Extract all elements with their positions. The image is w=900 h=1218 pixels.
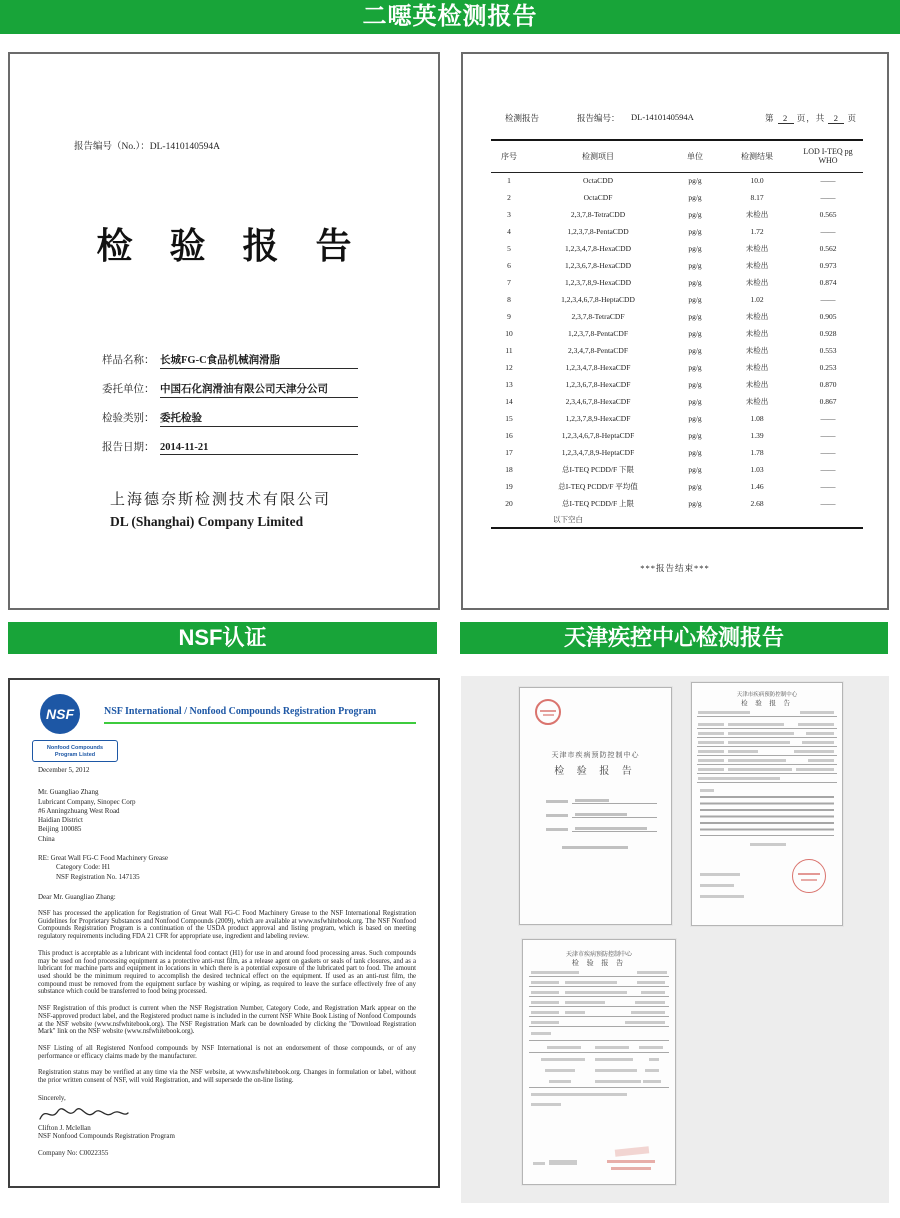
scan-line bbox=[546, 800, 568, 803]
scan-line bbox=[575, 799, 609, 802]
result-cell: —— bbox=[820, 227, 836, 236]
result-cell: 1,2,3,7,8,9-HexaCDF bbox=[565, 414, 631, 423]
scan-line bbox=[575, 813, 627, 816]
result-cell: pg/g bbox=[688, 210, 702, 219]
page-prefix: 第 bbox=[764, 113, 775, 123]
report-number-line: 报告编号（No.）：DL-1410140594A bbox=[74, 142, 220, 152]
field-label: 委托单位： bbox=[102, 384, 155, 395]
result-cell: 4 bbox=[507, 227, 511, 236]
result-cell: 未检出 bbox=[745, 278, 769, 287]
blank-row bbox=[491, 512, 863, 528]
result-cell: pg/g bbox=[688, 261, 702, 270]
result-cell: pg/g bbox=[688, 397, 702, 406]
result-row bbox=[491, 189, 863, 206]
result-cell: pg/g bbox=[688, 244, 702, 253]
result-cell: 2.68 bbox=[750, 499, 764, 508]
scan-line bbox=[546, 814, 568, 817]
report-field bbox=[102, 352, 358, 369]
result-cell: 0.870 bbox=[819, 380, 837, 389]
column-header: 检测项目 bbox=[527, 140, 669, 172]
result-cell: pg/g bbox=[688, 346, 702, 355]
address-line: China bbox=[38, 834, 55, 843]
re-block bbox=[38, 854, 416, 882]
result-cell: 15 bbox=[505, 414, 513, 423]
result-cell: 未检出 bbox=[745, 380, 769, 389]
column-header: 检测结果 bbox=[721, 140, 793, 172]
page-suffix: 页 bbox=[847, 113, 857, 123]
page-number: 2 bbox=[778, 113, 794, 124]
tianjin-cdc-panel bbox=[461, 676, 889, 1203]
handwriting-mark bbox=[549, 1160, 577, 1165]
result-cell: 0.867 bbox=[819, 397, 837, 406]
result-cell: 1.08 bbox=[750, 414, 764, 423]
scan-underline bbox=[697, 716, 837, 717]
result-cell: 11 bbox=[505, 346, 513, 355]
result-row bbox=[491, 240, 863, 257]
cdc-report-cover-thumbnail bbox=[519, 687, 672, 925]
result-cell: 未检出 bbox=[745, 244, 769, 253]
result-cell: 14 bbox=[505, 397, 513, 406]
field-value: 2014-11-21 bbox=[160, 442, 358, 455]
result-cell: —— bbox=[820, 482, 836, 491]
scan-line bbox=[800, 711, 834, 714]
result-row bbox=[491, 342, 863, 359]
column-header: 单位 bbox=[669, 140, 721, 172]
result-cell: 9 bbox=[507, 312, 511, 321]
result-cell: 13 bbox=[505, 380, 513, 389]
result-cell: 0.562 bbox=[819, 244, 837, 253]
result-cell: 未检出 bbox=[745, 397, 769, 406]
result-cell: pg/g bbox=[688, 431, 702, 440]
result-cell: 6 bbox=[507, 261, 511, 270]
result-cell: 0.928 bbox=[819, 329, 837, 338]
cdc-report-page3-thumbnail bbox=[522, 939, 676, 1185]
result-cell: 1,2,3,4,6,7,8-HeptaCDD bbox=[561, 295, 635, 304]
result-cell: —— bbox=[820, 176, 836, 186]
result-row bbox=[491, 257, 863, 274]
result-row bbox=[491, 325, 863, 342]
result-row bbox=[491, 172, 863, 189]
result-cell: 2,3,7,8-TetraCDD bbox=[570, 210, 626, 219]
result-row bbox=[491, 444, 863, 461]
result-cell: 0.553 bbox=[819, 346, 837, 355]
re-line: RE: Great Wall FG-C Food Machinery Grease bbox=[38, 853, 168, 862]
result-cell: 1.46 bbox=[750, 482, 764, 491]
result-cell: —— bbox=[820, 193, 836, 202]
result-table bbox=[491, 139, 863, 529]
result-cell: pg/g bbox=[688, 278, 702, 287]
letter-paragraph: Registration status may be verified at any time via the NSF website, at www.nsfwhitebook.org. Changes in formulation or label, without the prior written consent of NSF, will void Registration, and will supersede the on-line listing. bbox=[38, 1069, 416, 1085]
cdc-report-title: 检 验 报 告 bbox=[741, 700, 793, 707]
result-cell: 2,3,4,6,7,8-HexaCDF bbox=[565, 397, 631, 406]
result-cell: 8 bbox=[507, 295, 511, 304]
result-row bbox=[491, 427, 863, 444]
result-cell: 未检出 bbox=[745, 261, 769, 270]
letter-paragraph: NSF Registration of this product is current when the NSF Registration Number, Category Code, and Registration Mark appear on the NSF-approved product label, and the Registered product name is included in the current NSF White Book Listing of Nonfood Compounds at the NSF website (www.nsfwhitebook.org). The NSF Registration Mark can be downloaded by clicking the "Download Registration Mark" link on the NSF website (www.nsfwhitebook.org). bbox=[38, 1005, 416, 1036]
result-cell: 18 bbox=[505, 465, 513, 474]
page-mid: 页，共 bbox=[796, 113, 826, 123]
column-header: LOD I-TEQ pg WHO bbox=[793, 140, 863, 172]
result-cell: 19 bbox=[505, 482, 513, 491]
result-row bbox=[491, 495, 863, 512]
scan-paragraph bbox=[700, 796, 834, 836]
result-row bbox=[491, 308, 863, 325]
report-no-label: 报告编号： bbox=[577, 113, 620, 123]
result-row bbox=[491, 223, 863, 240]
result-cell: 5 bbox=[507, 244, 511, 253]
result-cell: 10.0 bbox=[750, 176, 764, 186]
result-cell: 1.03 bbox=[750, 465, 764, 474]
nsf-letterhead-title: NSF International / Nonfood Compounds Registration Program bbox=[104, 706, 377, 717]
scan-line bbox=[698, 711, 750, 714]
nsf-logo-icon: NSF bbox=[40, 694, 80, 734]
blank-note: 以下空白 bbox=[553, 515, 583, 524]
report-title: 检 验 报 告 bbox=[96, 226, 366, 266]
address-line: Beijing 100085 bbox=[38, 825, 82, 834]
result-cell: 20 bbox=[505, 499, 513, 508]
nsf-letter-body bbox=[38, 766, 416, 1157]
signature bbox=[38, 1104, 416, 1124]
result-cell: 1,2,3,4,7,8-HexaCDF bbox=[565, 363, 631, 372]
scan-date-line bbox=[562, 846, 628, 849]
result-cell: 2 bbox=[507, 193, 511, 202]
cdc-org-name: 天津市疾病预防控制中心 bbox=[551, 751, 640, 759]
letterhead-rule bbox=[104, 722, 416, 724]
result-cell: 未检出 bbox=[745, 210, 769, 219]
result-cell: 1,2,3,6,7,8-HexaCDD bbox=[564, 261, 632, 270]
report-field bbox=[102, 439, 358, 455]
signer-title: NSF Nonfood Compounds Registration Program bbox=[38, 1132, 175, 1141]
doc-label: 检测报告 bbox=[505, 113, 540, 123]
result-cell: pg/g bbox=[688, 227, 702, 236]
result-cell: 1.39 bbox=[750, 431, 764, 440]
field-label: 样品名称： bbox=[102, 355, 155, 366]
result-cell: 总I-TEQ PCDD/F 上限 bbox=[561, 499, 635, 508]
result-cell: pg/g bbox=[688, 380, 702, 389]
result-cell: —— bbox=[820, 448, 836, 457]
field-label: 报告日期： bbox=[102, 442, 155, 453]
result-cell: 未检出 bbox=[745, 346, 769, 355]
result-cell: 1.72 bbox=[750, 227, 764, 236]
result-row bbox=[491, 274, 863, 291]
cdc-report-title: 检 验 报 告 bbox=[571, 959, 627, 967]
result-cell: 3 bbox=[507, 210, 511, 219]
field-label: 检验类别： bbox=[102, 413, 155, 424]
re-line: NSF Registration No. 147135 bbox=[56, 872, 140, 881]
result-cell: 总I-TEQ PCDD/F 下限 bbox=[561, 465, 635, 474]
re-line: Category Code: H1 bbox=[56, 863, 111, 872]
result-cell: 1,2,3,7,8,9-HexaCDD bbox=[564, 278, 632, 287]
cdc-org-name: 天津市疾病预防控制中心 bbox=[565, 952, 632, 958]
page-info bbox=[765, 112, 857, 124]
banner-dioxin-report: 二噁英检测报告 bbox=[0, 0, 900, 34]
lab-name-en: DL (Shanghai) Company Limited bbox=[110, 514, 304, 529]
result-cell: 10 bbox=[505, 329, 513, 338]
result-table-wrap bbox=[491, 139, 863, 529]
address-line: Haidian District bbox=[38, 816, 83, 825]
closing: Sincerely, bbox=[38, 1093, 66, 1102]
address-line: Mr. Guangliao Zhang bbox=[38, 788, 99, 797]
result-cell: —— bbox=[820, 414, 836, 423]
lab-name-cn: 上海德奈斯检测技术有限公司 bbox=[110, 492, 332, 508]
signature-stroke bbox=[38, 1104, 130, 1124]
result-row bbox=[491, 359, 863, 376]
letter-paragraph: NSF Listing of all Registered Nonfood compounds by NSF International is not an endorsement of those compounds, or of any performance or efficacy claims made by the manufacturer. bbox=[38, 1044, 416, 1060]
scan-line bbox=[546, 828, 568, 831]
badge-line1: Nonfood Compounds bbox=[46, 745, 104, 751]
field-value: 长城FG-C食品机械润滑脂 bbox=[160, 352, 358, 369]
address-line: #6 Anningzhuang West Road bbox=[38, 806, 120, 815]
field-value: 委托检验 bbox=[160, 410, 358, 427]
result-row bbox=[491, 291, 863, 308]
banner-tianjin-cdc-report: 天津疾控中心检测报告 bbox=[460, 622, 888, 654]
result-cell: 2,3,7,8-TetraCDF bbox=[571, 312, 625, 321]
result-cell: 16 bbox=[505, 431, 513, 440]
result-cell: pg/g bbox=[688, 295, 702, 304]
result-cell: —— bbox=[820, 295, 836, 304]
result-cell: pg/g bbox=[688, 193, 702, 202]
result-cell: pg/g bbox=[688, 363, 702, 372]
result-cell: pg/g bbox=[688, 465, 702, 474]
result-row bbox=[491, 478, 863, 495]
result-cell: 未检出 bbox=[745, 363, 769, 372]
recipient-address bbox=[38, 788, 416, 844]
nsf-program-badge bbox=[32, 740, 118, 762]
field-value: 中国石化润滑油有限公司天津分公司 bbox=[160, 381, 358, 398]
red-seal-icon bbox=[792, 859, 826, 893]
result-cell: pg/g bbox=[688, 312, 702, 321]
scan-line bbox=[575, 827, 647, 830]
report-fields bbox=[102, 352, 358, 467]
report-field bbox=[102, 410, 358, 427]
result-cell: 12 bbox=[505, 363, 513, 372]
result-cell: 0.565 bbox=[819, 210, 837, 219]
address-line: Lubricant Company, Sinopec Corp bbox=[38, 797, 136, 806]
letter-date: December 5, 2012 bbox=[38, 766, 90, 774]
result-cell: pg/g bbox=[688, 414, 702, 423]
red-seal-icon bbox=[535, 699, 561, 725]
signer-name: Clifton J. Mclellan bbox=[38, 1123, 91, 1132]
salutation: Dear Mr. Guangliao Zhang: bbox=[38, 892, 116, 901]
result-cell: 17 bbox=[505, 448, 513, 457]
red-stamp-mark bbox=[615, 1146, 650, 1157]
result-page-header bbox=[491, 112, 859, 126]
result-cell: 0.874 bbox=[819, 278, 837, 287]
scan-underline bbox=[572, 803, 657, 804]
result-cell: 0.973 bbox=[819, 261, 837, 270]
result-cell: 1,2,3,4,6,7,8-HeptaCDF bbox=[561, 431, 635, 440]
result-cell: —— bbox=[820, 499, 836, 508]
result-cell: 0.905 bbox=[819, 312, 837, 321]
result-cell: 8.17 bbox=[750, 193, 764, 202]
letter-paragraph: NSF has processed the application for Registration of Great Wall FG-C Food Machinery Grease to the NSF International Registration Guidelines for Proprietary Substances and Nonfood Compounds (2009), which are available at www.nsfwhitebook.org. The NSF Nonfood Compounds Registration Program is a continuation of the USDA product approval and listing program, which is based on meeting regulatory requirements including FDA 21 CFR for appropriate use, ingredient and labeling review. bbox=[38, 910, 416, 941]
result-row bbox=[491, 393, 863, 410]
result-cell: 未检出 bbox=[745, 312, 769, 321]
result-table-header bbox=[491, 140, 863, 172]
result-row bbox=[491, 376, 863, 393]
result-cell: pg/g bbox=[688, 448, 702, 457]
result-cell: —— bbox=[820, 465, 836, 474]
result-cell: 总I-TEQ PCDD/F 平均值 bbox=[558, 482, 638, 491]
dioxin-result-page bbox=[461, 52, 889, 610]
result-cell: 1,2,3,4,7,8-HexaCDD bbox=[564, 244, 632, 253]
red-stamp-line bbox=[611, 1167, 651, 1170]
result-cell: 1 bbox=[507, 176, 511, 186]
scan-underline bbox=[572, 817, 657, 818]
letter-paragraph: This product is acceptable as a lubricant with incidental food contact (H1) for use in and around food processing areas. Such compounds may be used on food processing equipment as a protective anti-rust film, as a release agent on gaskets or seals of tank closures, and as a lubricant for machine parts and equipment in locations in which there is a potential exposure of the lubricated part to food. The amount used should be the minimum required to accomplish the desired technical effect on the equipment. If used as an anti-rust film, the compound must be removed from the equipment surface by washing or wiping, as required to leave the surface effectively free of any substance which could be transferred to food being processed. bbox=[38, 949, 416, 996]
report-no-value: DL-1410140594A bbox=[631, 112, 694, 122]
nsf-letter bbox=[8, 678, 440, 1188]
result-cell: OctaCDF bbox=[583, 193, 613, 202]
result-row bbox=[491, 461, 863, 478]
result-cell: 1.78 bbox=[750, 448, 764, 457]
banner-nsf-certification: NSF认证 bbox=[8, 622, 437, 654]
badge-line2: Program Listed bbox=[54, 751, 96, 758]
scan-underline bbox=[572, 831, 657, 832]
report-end-note: ***报告结束*** bbox=[640, 563, 710, 573]
result-cell: 0.253 bbox=[819, 363, 837, 372]
result-cell: 1.02 bbox=[750, 295, 764, 304]
result-cell: OctaCDD bbox=[583, 176, 613, 186]
result-cell: 2,3,4,7,8-PentaCDF bbox=[568, 346, 628, 355]
result-cell: pg/g bbox=[688, 329, 702, 338]
result-cell: pg/g bbox=[688, 176, 702, 186]
cdc-org-name: 天津市疾病预防控制中心 bbox=[736, 692, 798, 698]
result-cell: 1,2,3,6,7,8-HexaCDF bbox=[565, 380, 631, 389]
company-number: Company No: C0022355 bbox=[38, 1148, 109, 1157]
letter-paragraphs bbox=[38, 910, 416, 1085]
result-cell: 1,2,3,7,8-PentaCDD bbox=[567, 227, 629, 236]
result-cell: —— bbox=[820, 431, 836, 440]
red-stamp-line bbox=[607, 1160, 655, 1163]
result-cell: 1,2,3,4,7,8,9-HeptaCDF bbox=[561, 448, 635, 457]
result-row bbox=[491, 410, 863, 427]
inspection-report-cover bbox=[8, 52, 440, 610]
cdc-report-page2-thumbnail bbox=[691, 682, 843, 926]
column-header: 序号 bbox=[491, 140, 527, 172]
result-cell: 1,2,3,7,8-PentaCDF bbox=[568, 329, 628, 338]
cdc-report-title: 检 验 报 告 bbox=[554, 766, 637, 777]
result-cell: pg/g bbox=[688, 482, 702, 491]
result-cell: pg/g bbox=[688, 499, 702, 508]
result-cell: 7 bbox=[507, 278, 511, 287]
result-cell: 未检出 bbox=[745, 329, 769, 338]
result-row bbox=[491, 206, 863, 223]
page-total: 2 bbox=[828, 113, 844, 124]
report-field bbox=[102, 381, 358, 398]
